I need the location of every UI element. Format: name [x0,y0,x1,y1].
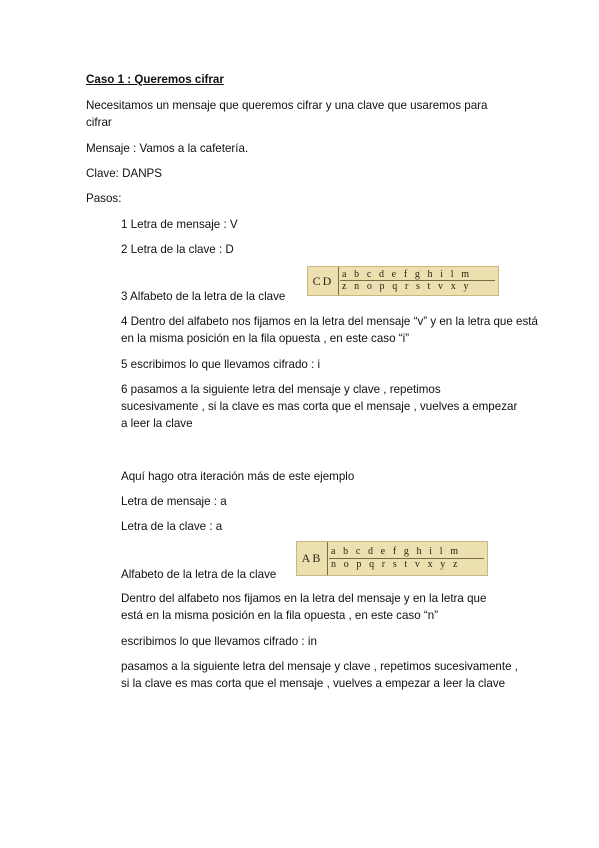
intro-paragraph: Necesitamos un mensaje que queremos cifrar y una clave que usaremos para cifrar [86,99,488,129]
iteration-next-step: pasamos a la siguiente letra del mensaje y clave , repetimos sucesivamente , si la clave es mas corta que el mensaje , vuelves a empezar a leer la clave [121,660,518,690]
cipher-table-key: CD [308,267,339,295]
step-2: 2 Letra de la clave : D [121,243,234,256]
step-1: 1 Letra de mensaje : V [121,218,238,231]
step-3: 3 Alfabeto de la letra de la clave [121,290,286,303]
iteration-heading: Aquí hago otra iteración más de este ejemplo [121,470,355,483]
steps-label: Pasos: [86,192,122,205]
step-5: 5 escribimos lo que llevamos cifrado : i [121,358,321,371]
cipher-table-cd [307,266,499,296]
key-line: Clave: DANPS [86,167,163,180]
iteration-alphabet-label: Alfabeto de la letra de la clave [121,568,277,581]
iteration-key-letter: Letra de la clave : a [121,520,223,533]
cipher-table-top-row: a b c d e f g h i l m [331,546,461,557]
cipher-table-top-row: a b c d e f g h i l m [342,269,472,280]
cipher-table-ab [296,541,488,576]
page-title: Caso 1 : Queremos cifrar [86,73,224,86]
step-4: 4 Dentro del alfabeto nos fijamos en la letra del mensaje “v” y en la letra que está en la misma posición en la fila opuesta , en este caso “i” [121,315,538,345]
iteration-message-letter: Letra de mensaje : a [121,495,227,508]
cipher-table-bottom-row: z n o p q r s t v x y [342,281,472,292]
step-6: 6 pasamos a la siguiente letra del mensaje y clave , repetimos sucesivamente , si la clave es mas corta que el mensaje , vuelves a empezar a leer la clave [121,383,518,430]
message-line: Mensaje : Vamos a la cafetería. [86,142,249,155]
cipher-table-key: AB [297,542,328,575]
iteration-find-letter: Dentro del alfabeto nos fijamos en la letra del mensaje y en la letra que está en la misma posición en la fila opuesta , en este caso “n” [121,592,487,622]
cipher-table-bottom-row: n o p q r s t v x y z [331,559,461,570]
iteration-cipher-written: escribimos lo que llevamos cifrado : in [121,635,317,648]
